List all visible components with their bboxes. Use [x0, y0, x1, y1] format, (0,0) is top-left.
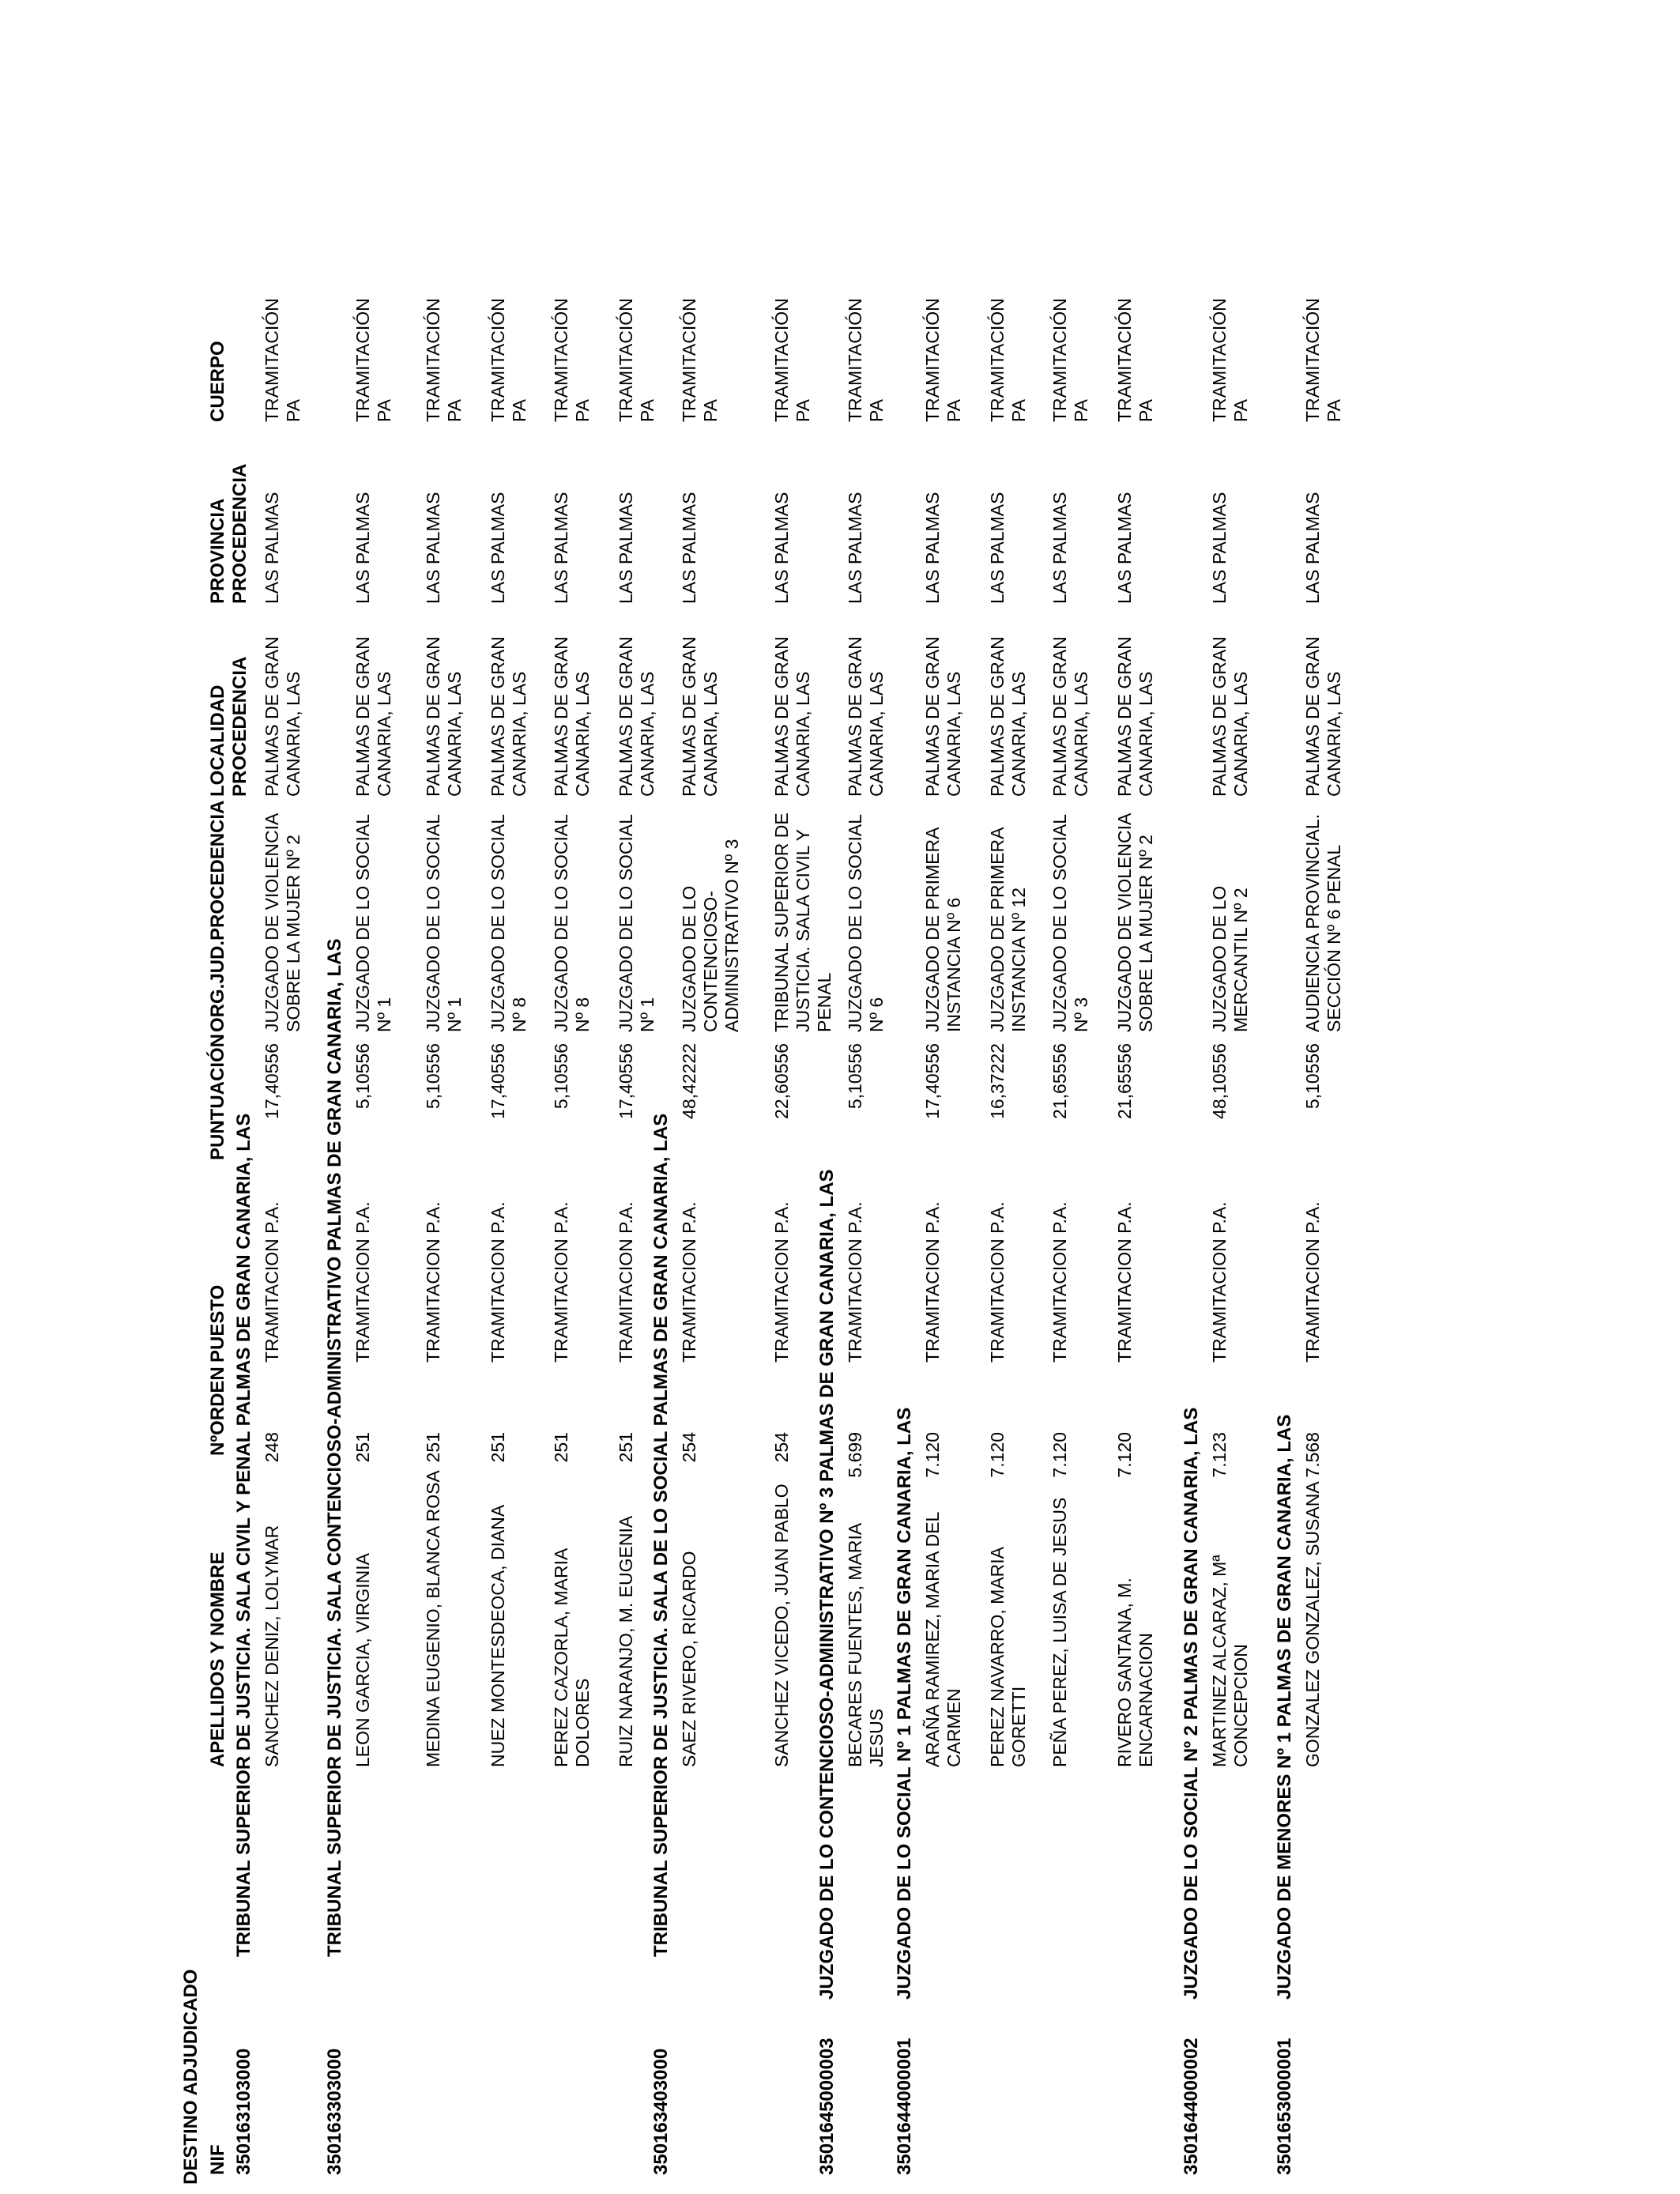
cell-cuerpo: TRAMITACIÓN PA	[616, 298, 657, 422]
cell-puntuacion: 17,40556	[488, 1043, 508, 1119]
cell-localidad: PALMAS DE GRAN CANARIA, LAS	[423, 636, 465, 797]
cell-nombre: RUIZ NARANJO, M. EUGENIA	[616, 1515, 636, 1767]
cell-cuerpo: TRAMITACIÓN PA	[771, 298, 813, 422]
cell-nombre: GONZALEZ GONZALEZ, SUSANA	[1302, 1481, 1323, 1767]
cell-provincia: LAS PALMAS	[488, 492, 508, 604]
cell-localidad: PALMAS DE GRAN CANARIA, LAS	[679, 636, 721, 797]
cell-orden: 254	[679, 1432, 699, 1463]
cell-provincia: LAS PALMAS	[1209, 492, 1230, 604]
cell-localidad: PALMAS DE GRAN CANARIA, LAS	[845, 636, 887, 797]
header-nombre: APELLIDOS Y NOMBRE	[207, 1551, 228, 1767]
cell-organo: JUZGADO DE PRIMERA INSTANCIA Nº 12	[987, 827, 1029, 1032]
cell-nombre: PEREZ NAVARRO, MARIA GORETTI	[987, 1547, 1029, 1767]
cell-nombre: MARTINEZ ALCARAZ, Mª CONCEPCION	[1209, 1555, 1251, 1767]
cell-organo: JUZGADO DE LO SOCIAL Nº 1	[423, 814, 465, 1032]
group-name: TRIBUNAL SUPERIOR DE JUSTICIA. SALA CIVIL Y PENAL PALMAS DE GRAN CANARIA, LAS	[233, 1113, 254, 1957]
cell-orden: 7.568	[1302, 1432, 1323, 1478]
cell-localidad: PALMAS DE GRAN CANARIA, LAS	[922, 636, 964, 797]
cell-nombre: SAEZ RIVERO, RICARDO	[679, 1551, 699, 1767]
cell-cuerpo: TRAMITACIÓN PA	[551, 298, 593, 422]
cell-cuerpo: TRAMITACIÓN PA	[845, 298, 887, 422]
cell-puesto: TRAMITACION P.A.	[922, 1201, 943, 1363]
cell-localidad: PALMAS DE GRAN CANARIA, LAS	[551, 636, 593, 797]
cell-nombre: PEREZ CAZORLA, MARIA DOLORES	[551, 1548, 593, 1767]
cell-puntuacion: 21,65556	[1049, 1043, 1070, 1119]
cell-puesto: TRAMITACION P.A.	[679, 1201, 699, 1363]
cell-nombre: SANCHEZ DENIZ, LOLYMAR	[262, 1525, 282, 1767]
cell-puesto: TRAMITACION P.A.	[1302, 1201, 1323, 1363]
cell-localidad: PALMAS DE GRAN CANARIA, LAS	[352, 636, 394, 797]
cell-puntuacion: 48,42222	[679, 1043, 699, 1119]
cell-organo: JUZGADO DE LO SOCIAL Nº 6	[845, 814, 887, 1032]
cell-nombre: RIVERO SANTANA, M. ENCARNACION	[1114, 1578, 1156, 1767]
cell-nombre: LEON GARCIA, VIRGINIA	[352, 1553, 373, 1767]
cell-puntuacion: 48,10556	[1209, 1043, 1230, 1119]
cell-organo: TRIBUNAL SUPERIOR DE JUSTICIA. SALA CIVIL Y PENAL	[771, 812, 834, 1032]
cell-organo: JUZGADO DE LO MERCANTIL Nº 2	[1209, 885, 1251, 1032]
group-code: 3501644000001	[894, 2038, 915, 2175]
cell-localidad: PALMAS DE GRAN CANARIA, LAS	[262, 636, 303, 797]
cell-orden: 5.699	[845, 1432, 865, 1478]
group-name: TRIBUNAL SUPERIOR DE JUSTICIA. SALA DE LO SOCIAL PALMAS DE GRAN CANARIA, LAS	[650, 1113, 672, 1957]
cell-provincia: LAS PALMAS	[987, 492, 1008, 604]
cell-organo: JUZGADO DE LO SOCIAL Nº 1	[616, 814, 657, 1032]
cell-organo: JUZGADO DE VIOLENCIA SOBRE LA MUJER Nº 2	[262, 813, 303, 1032]
cell-orden: 254	[771, 1432, 792, 1463]
cell-puesto: TRAMITACION P.A.	[1209, 1201, 1230, 1363]
group-name: TRIBUNAL SUPERIOR DE JUSTICIA. SALA CONTENCIOSO-ADMINISTRATIVO PALMAS DE GRAN CANARIA, LAS	[324, 938, 345, 1957]
cell-organo: JUZGADO DE LO SOCIAL Nº 1	[352, 814, 394, 1032]
cell-provincia: LAS PALMAS	[771, 492, 792, 604]
cell-provincia: LAS PALMAS	[845, 492, 865, 604]
cell-nombre: MEDINA EUGENIO, BLANCA ROSA	[423, 1470, 443, 1767]
cell-provincia: LAS PALMAS	[423, 492, 443, 604]
group-name: JUZGADO DE MENORES Nº 1 PALMAS DE GRAN CANARIA, LAS	[1274, 1414, 1295, 2000]
cell-orden: 7.120	[1114, 1432, 1135, 1478]
cell-puesto: TRAMITACION P.A.	[616, 1201, 636, 1363]
group-code: 3501653000001	[1274, 2038, 1295, 2175]
group-code: 350163103000	[233, 2048, 254, 2175]
group-code: 3501644000002	[1181, 2038, 1202, 2175]
header-cuerpo: CUERPO	[207, 341, 228, 422]
cell-organo: JUZGADO DE LO SOCIAL Nº 3	[1049, 814, 1091, 1032]
group-name: JUZGADO DE LO SOCIAL Nº 1 PALMAS DE GRAN CANARIA, LAS	[894, 1407, 915, 2000]
group-name: JUZGADO DE LO CONTENCIOSO-ADMINISTRATIVO Nº 3 PALMAS DE GRAN CANARIA, LAS	[816, 1169, 838, 2000]
cell-cuerpo: TRAMITACIÓN PA	[1209, 298, 1251, 422]
cell-cuerpo: TRAMITACIÓN PA	[679, 298, 721, 422]
cell-provincia: LAS PALMAS	[551, 492, 571, 604]
group-name: JUZGADO DE LO SOCIAL Nº 2 PALMAS DE GRAN CANARIA, LAS	[1181, 1407, 1202, 2000]
cell-localidad: PALMAS DE GRAN CANARIA, LAS	[771, 636, 813, 797]
cell-cuerpo: TRAMITACIÓN PA	[987, 298, 1029, 422]
group-code: 350163403000	[650, 2048, 672, 2175]
cell-organo: AUDIENCIA PROVINCIAL. SECCIÓN Nº 6 PENAL	[1302, 813, 1344, 1032]
cell-puntuacion: 5,10556	[845, 1043, 865, 1110]
cell-localidad: PALMAS DE GRAN CANARIA, LAS	[488, 636, 529, 797]
cell-provincia: LAS PALMAS	[262, 492, 282, 604]
cell-puntuacion: 5,10556	[551, 1043, 571, 1110]
cell-cuerpo: TRAMITACIÓN PA	[352, 298, 394, 422]
cell-puntuacion: 21,65556	[1114, 1043, 1135, 1119]
cell-localidad: PALMAS DE GRAN CANARIA, LAS	[1114, 636, 1156, 797]
cell-orden: 251	[551, 1432, 571, 1463]
header-puesto: PUESTO	[207, 1284, 228, 1363]
cell-nombre: SANCHEZ VICEDO, JUAN PABLO	[771, 1483, 792, 1767]
header-nif: NIF	[207, 2144, 228, 2175]
cell-puntuacion: 5,10556	[1302, 1043, 1323, 1110]
header-puntuacion: PUNTUACIÓN	[207, 1034, 228, 1160]
cell-organo: JUZGADO DE VIOLENCIA SOBRE LA MUJER Nº 2	[1114, 813, 1156, 1032]
cell-orden: 7.120	[922, 1432, 943, 1478]
cell-puesto: TRAMITACION P.A.	[845, 1201, 865, 1363]
cell-cuerpo: TRAMITACIÓN PA	[1302, 298, 1344, 422]
cell-cuerpo: TRAMITACIÓN PA	[1049, 298, 1091, 422]
group-code: 350163303000	[324, 2048, 345, 2175]
cell-puesto: TRAMITACION P.A.	[551, 1201, 571, 1363]
cell-puntuacion: 5,10556	[352, 1043, 373, 1110]
cell-localidad: PALMAS DE GRAN CANARIA, LAS	[1302, 636, 1344, 797]
cell-provincia: LAS PALMAS	[1302, 492, 1323, 604]
cell-puntuacion: 17,40556	[616, 1043, 636, 1119]
cell-nombre: NUEZ MONTESDEOCA, DIANA	[488, 1504, 508, 1767]
cell-organo: JUZGADO DE LO SOCIAL Nº 8	[488, 814, 529, 1032]
cell-puesto: TRAMITACION P.A.	[771, 1201, 792, 1363]
cell-provincia: LAS PALMAS	[352, 492, 373, 604]
cell-localidad: PALMAS DE GRAN CANARIA, LAS	[1049, 636, 1091, 797]
header-organo: ORG.JUD.PROCEDENCIA	[207, 800, 228, 1032]
cell-provincia: LAS PALMAS	[1049, 492, 1070, 604]
cell-nombre: BECARES FUENTES, MARIA JESUS	[845, 1523, 887, 1767]
cell-puntuacion: 17,40556	[262, 1043, 282, 1119]
cell-cuerpo: TRAMITACIÓN PA	[262, 298, 303, 422]
cell-orden: 7.123	[1209, 1432, 1230, 1478]
header-provincia: PROVINCIA PROCEDENCIA	[207, 463, 250, 604]
cell-organo: JUZGADO DE LO SOCIAL Nº 8	[551, 814, 593, 1032]
cell-organo: JUZGADO DE PRIMERA INSTANCIA Nº 6	[922, 827, 964, 1032]
cell-orden: 7.120	[987, 1432, 1008, 1478]
cell-puesto: TRAMITACION P.A.	[1114, 1201, 1135, 1363]
cell-puesto: TRAMITACION P.A.	[423, 1201, 443, 1363]
cell-nombre: PEÑA PEREZ, LUISA DE JESUS	[1049, 1497, 1070, 1767]
cell-provincia: LAS PALMAS	[922, 492, 943, 604]
document-title: DESTINO ADJUDICADO	[180, 1969, 202, 2185]
cell-orden: 251	[616, 1432, 636, 1463]
cell-cuerpo: TRAMITACIÓN PA	[1114, 298, 1156, 422]
cell-orden: 7.120	[1049, 1432, 1070, 1478]
cell-cuerpo: TRAMITACIÓN PA	[423, 298, 465, 422]
cell-puesto: TRAMITACION P.A.	[488, 1201, 508, 1363]
cell-orden: 248	[262, 1432, 282, 1463]
cell-localidad: PALMAS DE GRAN CANARIA, LAS	[1209, 636, 1251, 797]
cell-localidad: PALMAS DE GRAN CANARIA, LAS	[616, 636, 657, 797]
cell-puntuacion: 17,40556	[922, 1043, 943, 1119]
cell-puesto: TRAMITACION P.A.	[262, 1201, 282, 1363]
cell-nombre: ARAÑA RAMIREZ, MARIA DEL CARMEN	[922, 1512, 964, 1767]
cell-puesto: TRAMITACION P.A.	[987, 1201, 1008, 1363]
group-code: 3501645000003	[816, 2038, 838, 2175]
header-localidad: LOCALIDAD PROCEDENCIA	[207, 656, 250, 797]
cell-orden: 251	[423, 1432, 443, 1463]
cell-provincia: LAS PALMAS	[1114, 492, 1135, 604]
cell-provincia: LAS PALMAS	[616, 492, 636, 604]
cell-puesto: TRAMITACION P.A.	[352, 1201, 373, 1363]
header-orden: NºORDEN	[207, 1367, 228, 1456]
cell-puntuacion: 22,60556	[771, 1043, 792, 1119]
cell-puntuacion: 16,37222	[987, 1043, 1008, 1119]
cell-cuerpo: TRAMITACIÓN PA	[488, 298, 529, 422]
cell-cuerpo: TRAMITACIÓN PA	[922, 298, 964, 422]
cell-provincia: LAS PALMAS	[679, 492, 699, 604]
cell-orden: 251	[352, 1432, 373, 1463]
cell-puesto: TRAMITACION P.A.	[1049, 1201, 1070, 1363]
cell-puntuacion: 5,10556	[423, 1043, 443, 1110]
cell-organo: JUZGADO DE LO CONTENCIOSO-ADMINISTRATIVO Nº 3	[679, 839, 742, 1032]
cell-localidad: PALMAS DE GRAN CANARIA, LAS	[987, 636, 1029, 797]
cell-orden: 251	[488, 1432, 508, 1463]
